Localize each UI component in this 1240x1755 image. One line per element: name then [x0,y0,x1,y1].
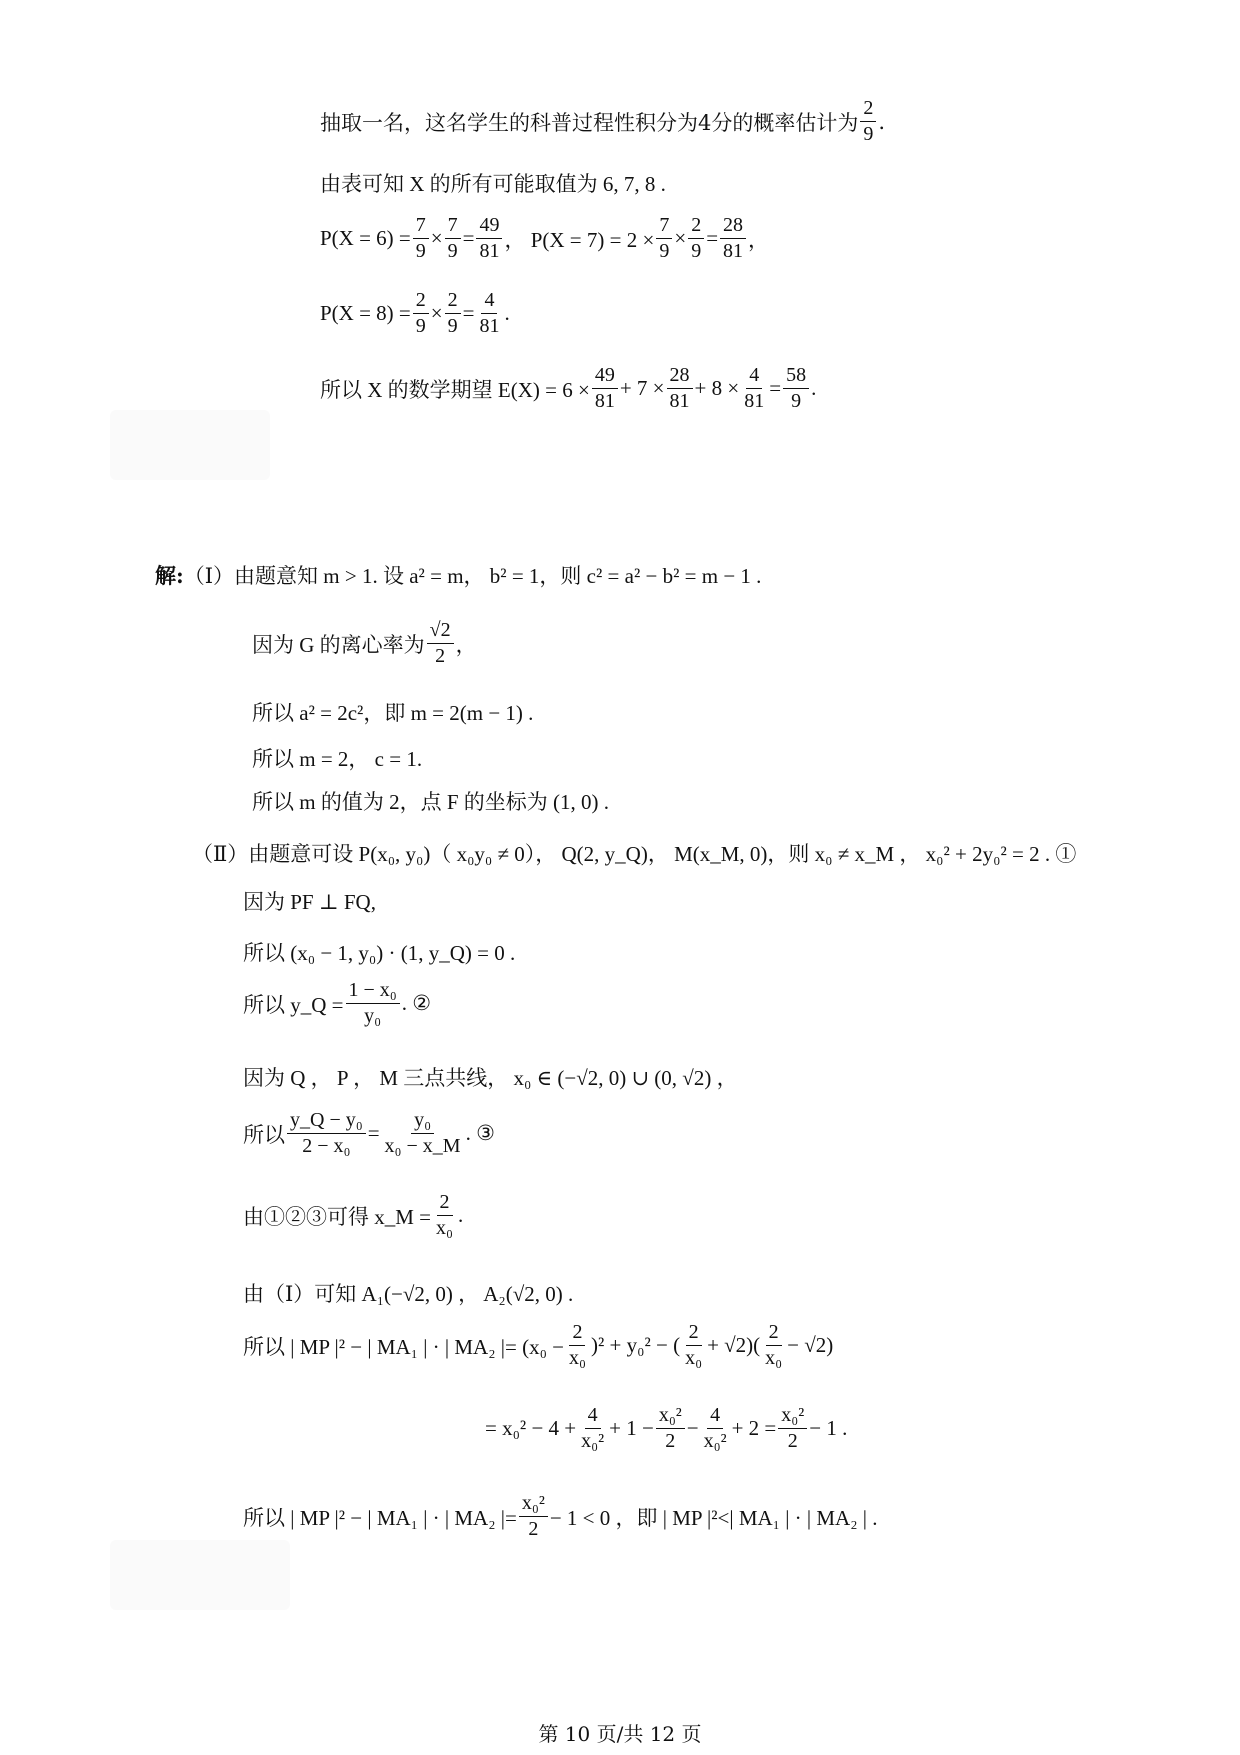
fraction: $\frac{4}{81}$ [479,289,500,337]
text: 由表可知 X 的所有可能取值为 6, 7, 8 . [320,172,666,196]
text-line: 所以 (x₀ − 1, y₀) · (1, y_Q) = 0 . [243,941,516,965]
fraction: $\frac{58}{9}$ [783,365,809,412]
fraction: $\frac{4}{81}$ [744,364,765,412]
fraction: $\frac{2}{\text{x₀}}$ [436,1191,453,1239]
fraction: $\frac{\text{x₀²}}{2}$ [519,1493,548,1540]
text-line: 因为 PF ⊥ FQ, [243,890,376,914]
fraction: $\frac{49}{81}$ [592,365,618,412]
text-line [320,98,885,145]
text-line: （Ⅱ）由题意可设 P(x₀, y₀)（ x₀y₀ ≠ 0）， Q(2, y_Q)， M(x_M, 0)，则 x₀ ≠ x_M ， x₀² + 2y₀² = 2 . ① [192,842,1077,866]
text-line: 因为 G 的离心率为 $\frac{√2}{2}$ ， [252,619,477,667]
fraction: $\frac{2}{9}$ [688,215,704,262]
equation-line: = x₀² − 4 + $\frac{4}{\text{x₀²}}$ + 1 − $\frac{\text{x₀²}}{2}$ − $\frac{4}{\text{x₀²}}$ + 2 = $\frac{\text{x₀²}}{2}$ − 1 . [485,1404,848,1452]
equation-line: P(X = 8) = $\frac{2}{9}$ × $\frac{2}{9}$ = $\frac{4}{81}$ . [320,289,510,337]
fraction: $\frac{2}{9}$ [413,290,429,337]
equation-line: 由①②③可得 x_M = $\frac{2}{\text{x₀}}$ . [243,1191,464,1239]
text: . [878,109,886,134]
fraction: $\frac{\text{y₀}}{\text{x₀ − x\_M}}$ [384,1109,461,1157]
fraction: $\frac{√2}{2}$ [427,620,454,667]
fraction: $\frac{7}{9}$ [413,215,429,262]
equation-line: 所以 X 的数学期望 E(X) = 6 × $\frac{49}{81}$ + 7 × $\frac{28}{81}$ + 8 × $\frac{4}{81}$ = $\frac{58}{9}$ . [320,364,817,412]
fraction: $\frac{2}{\text{x₀}}$ [569,1321,586,1369]
fraction: $\frac{7}{9}$ [656,215,672,262]
fraction: $\frac{2}{\text{x₀}}$ [685,1321,703,1369]
equation-line: 所以 $\frac{\text{y\_Q − y₀}}{\text{2 − x₀}}$ = $\frac{\text{y₀}}{\text{x₀ − x\_M}}$ . ③ [243,1109,495,1157]
fraction: $\frac{4}{\text{x₀²}}$ [703,1404,727,1452]
text: （Ⅰ）由题意知 m > 1. 设 a² = m， b² = 1，则 c² = a² − b² = m − 1 . [183,564,762,588]
fraction: $\frac{2}{\text{x₀}}$ [765,1321,783,1369]
text-line: 因为 Q ， P ， M 三点共线， x₀ ∈ (−√2, 0) ∪ (0, √2) ， [243,1066,738,1090]
text-line: 所以 m = 2， c = 1. [252,747,423,771]
fraction: $\frac{\text{y\_Q − y₀}}{\text{2 − x₀}}$ [287,1110,366,1157]
fraction: $\frac{2}{9}$ [860,98,876,145]
fraction: $\frac{\text{1 − x₀}}{\text{y₀}}$ [346,980,400,1027]
equation-line: 所以 | MP |² − | MA₁ | · | MA₂ |= (x₀ − $\frac{2}{\text{x₀}}$ )² + y₀² − ( $\frac{2}{\text{x₀}}$ + √2)( $\frac{2}{\text{x₀}}$ − √2) [243,1321,834,1369]
fraction: $\frac{49}{81}$ [476,215,502,262]
fraction: $\frac{\text{x₀²}}{2}$ [778,1405,807,1452]
fraction: $\frac{28}{81}$ [720,215,746,262]
equation-line: 所以 y_Q = $\frac{\text{1 − x₀}}{\text{y₀}}$ . ② [243,979,432,1027]
page-footer: 第 10 页/共 12 页 [538,1722,702,1746]
text-line [155,560,761,590]
text-line [320,168,666,198]
equation-line: P(X = 6) = $\frac{7}{9}$ × $\frac{7}{9}$ = $\frac{49}{81}$ ， P(X = 7) = 2 × $\frac{7}{9}$ × $\frac{2}{9}$ = $\frac{28}{81}$ ， [320,214,770,262]
solution-label: 解: [155,563,184,588]
fraction: $\frac{2}{9}$ [445,290,461,337]
fraction: $\frac{\text{x₀²}}{2}$ [656,1405,685,1452]
text-line: 由（Ⅰ）可知 A₁(−√2, 0) ， A₂(√2, 0) . [243,1282,574,1306]
fraction: $\frac{28}{81}$ [667,365,693,412]
fraction: $\frac{7}{9}$ [445,215,461,262]
scan-smudge [110,1540,290,1610]
text-line: 所以 a² = 2c²，即 m = 2(m − 1) . [252,701,534,725]
scan-smudge [110,410,270,480]
text: 抽取一名，这名学生的科普过程性积分为4分的概率估计为 [320,110,859,135]
text-line: 所以 m 的值为 2，点 F 的坐标为 (1, 0) . [252,790,609,814]
fraction: $\frac{4}{\text{x₀²}}$ [581,1404,605,1452]
equation-line: 所以 | MP |² − | MA₁ | · | MA₂ |= $\frac{\text{x₀²}}{2}$ − 1 < 0 ，即 | MP |²<| MA₁ | · | MA₂ | . [243,1492,878,1540]
